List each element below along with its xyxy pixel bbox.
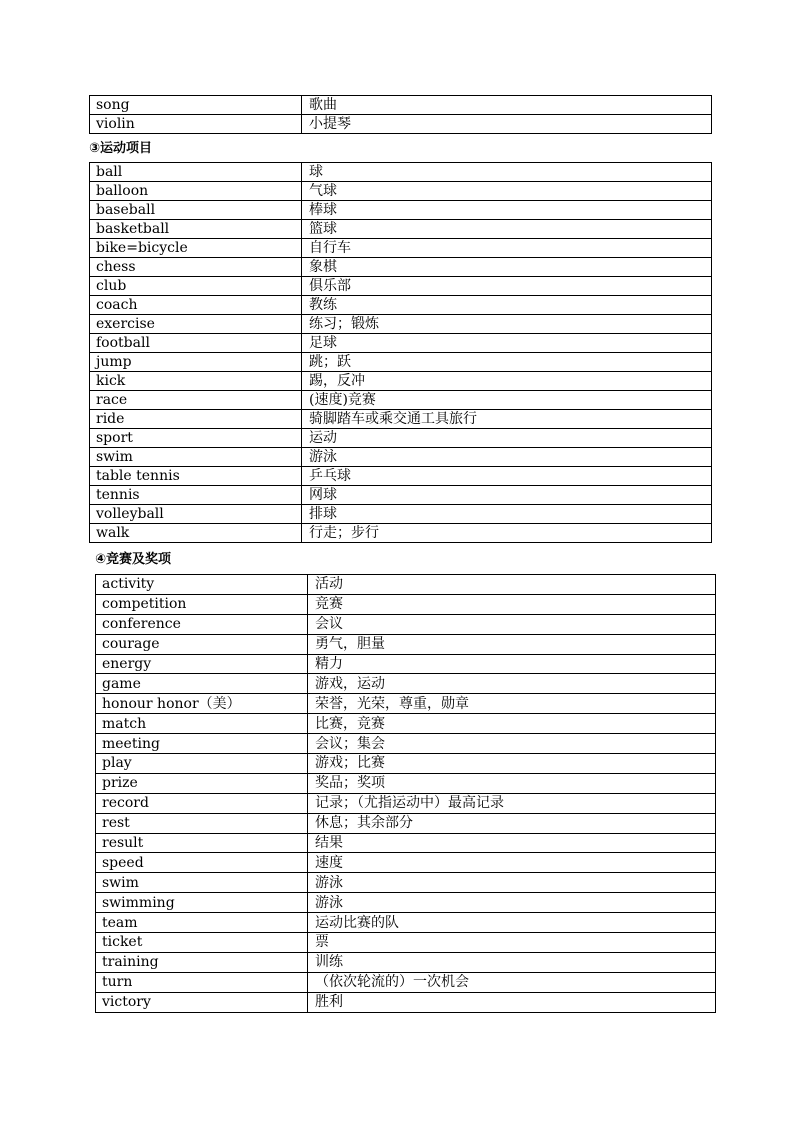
table-row <box>90 391 712 410</box>
table-row <box>96 714 716 734</box>
chinese-meaning: 俱乐部 <box>302 277 712 296</box>
table-row <box>96 773 716 793</box>
table-row <box>90 115 712 134</box>
english-word: coach <box>90 296 302 315</box>
english-word: exercise <box>90 315 302 334</box>
chinese-meaning: 速度 <box>308 853 716 873</box>
chinese-meaning: 足球 <box>302 334 712 353</box>
chinese-meaning: 会议 <box>308 614 716 634</box>
english-word: play <box>96 754 308 774</box>
english-word: sport <box>90 429 302 448</box>
chinese-meaning: 游戏，运动 <box>308 674 716 694</box>
chinese-meaning: 票 <box>308 933 716 953</box>
english-word: competition <box>96 594 308 614</box>
english-word: game <box>96 674 308 694</box>
chinese-meaning: 勇气，胆量 <box>308 634 716 654</box>
chinese-meaning: 象棋 <box>302 258 712 277</box>
table-row <box>96 614 716 634</box>
english-word: result <box>96 833 308 853</box>
english-word: club <box>90 277 302 296</box>
chinese-meaning: 球 <box>302 163 712 182</box>
table-row <box>90 467 712 486</box>
table-row <box>90 239 712 258</box>
english-word: ball <box>90 163 302 182</box>
table-row <box>96 674 716 694</box>
english-word: violin <box>90 115 302 134</box>
chinese-meaning: 会议；集会 <box>308 734 716 754</box>
table-row <box>90 486 712 505</box>
chinese-meaning: 奖品；奖项 <box>308 773 716 793</box>
chinese-meaning: 游戏；比赛 <box>308 754 716 774</box>
chinese-meaning: 运动 <box>302 429 712 448</box>
chinese-meaning: 练习；锻炼 <box>302 315 712 334</box>
english-word: swim <box>96 873 308 893</box>
table-row <box>96 594 716 614</box>
table-row <box>96 654 716 674</box>
table-row <box>96 873 716 893</box>
chinese-meaning: 游泳 <box>308 873 716 893</box>
chinese-meaning: 活动 <box>308 575 716 595</box>
table-row <box>90 410 712 429</box>
table-row <box>90 296 712 315</box>
table-row <box>90 315 712 334</box>
chinese-meaning: 记录；（尤指运动中）最高记录 <box>308 793 716 813</box>
chinese-meaning: 自行车 <box>302 239 712 258</box>
chinese-meaning: 训练 <box>308 952 716 972</box>
english-word: activity <box>96 575 308 595</box>
chinese-meaning: 踢，反冲 <box>302 372 712 391</box>
chinese-meaning: 教练 <box>302 296 712 315</box>
table-row <box>96 893 716 913</box>
english-word: speed <box>96 853 308 873</box>
chinese-meaning: 比赛，竞赛 <box>308 714 716 734</box>
english-word: song <box>90 96 302 115</box>
english-word: meeting <box>96 734 308 754</box>
chinese-meaning: 游泳 <box>308 893 716 913</box>
chinese-meaning: 运动比赛的队 <box>308 913 716 933</box>
table-row <box>96 992 716 1012</box>
english-word: swimming <box>96 893 308 913</box>
table-row <box>96 813 716 833</box>
chinese-meaning: 气球 <box>302 182 712 201</box>
table-row <box>90 277 712 296</box>
table-row <box>90 258 712 277</box>
english-word: chess <box>90 258 302 277</box>
english-word: swim <box>90 448 302 467</box>
chinese-meaning: 篮球 <box>302 220 712 239</box>
english-word: table tennis <box>90 467 302 486</box>
english-word: rest <box>96 813 308 833</box>
table-row <box>90 96 712 115</box>
english-word: walk <box>90 524 302 543</box>
english-word: bike=bicycle <box>90 239 302 258</box>
chinese-meaning: 结果 <box>308 833 716 853</box>
table-row <box>96 853 716 873</box>
chinese-meaning: （依次轮流的）一次机会 <box>308 972 716 992</box>
chinese-meaning: 荣誉，光荣，尊重，勋章 <box>308 694 716 714</box>
table-row <box>90 334 712 353</box>
table-row <box>96 754 716 774</box>
chinese-meaning: 棒球 <box>302 201 712 220</box>
table-row <box>90 182 712 201</box>
table-row <box>96 972 716 992</box>
vocab-table-sports <box>89 162 712 543</box>
english-word: baseball <box>90 201 302 220</box>
table-row <box>96 793 716 813</box>
table-row <box>90 163 712 182</box>
chinese-meaning: (速度)竞赛 <box>302 391 712 410</box>
english-word: volleyball <box>90 505 302 524</box>
table-row <box>90 448 712 467</box>
english-word: turn <box>96 972 308 992</box>
table-row <box>96 634 716 654</box>
english-word: record <box>96 793 308 813</box>
chinese-meaning: 精力 <box>308 654 716 674</box>
english-word: kick <box>90 372 302 391</box>
chinese-meaning: 排球 <box>302 505 712 524</box>
chinese-meaning: 小提琴 <box>302 115 712 134</box>
english-word: race <box>90 391 302 410</box>
english-word: energy <box>96 654 308 674</box>
table-row <box>90 505 712 524</box>
section-heading-sports: ③运动项目 <box>89 141 153 156</box>
english-word: victory <box>96 992 308 1012</box>
english-word: conference <box>96 614 308 634</box>
english-word: ticket <box>96 933 308 953</box>
table-row <box>90 220 712 239</box>
chinese-meaning: 行走；步行 <box>302 524 712 543</box>
english-word: jump <box>90 353 302 372</box>
chinese-meaning: 乒乓球 <box>302 467 712 486</box>
table-row <box>96 913 716 933</box>
vocab-table-music <box>89 95 712 134</box>
chinese-meaning: 跳；跃 <box>302 353 712 372</box>
chinese-meaning: 骑脚踏车或乘交通工具旅行 <box>302 410 712 429</box>
table-row <box>96 952 716 972</box>
english-word: honour honor（美） <box>96 694 308 714</box>
chinese-meaning: 胜利 <box>308 992 716 1012</box>
english-word: balloon <box>90 182 302 201</box>
english-word: training <box>96 952 308 972</box>
table-row <box>90 524 712 543</box>
english-word: football <box>90 334 302 353</box>
section-heading-competition: ④竞赛及奖项 <box>95 552 172 567</box>
vocab-table-competition <box>95 574 716 1013</box>
english-word: match <box>96 714 308 734</box>
chinese-meaning: 网球 <box>302 486 712 505</box>
english-word: tennis <box>90 486 302 505</box>
table-row <box>96 734 716 754</box>
table-row <box>90 372 712 391</box>
table-row <box>96 833 716 853</box>
table-row <box>96 694 716 714</box>
table-row <box>96 933 716 953</box>
english-word: prize <box>96 773 308 793</box>
chinese-meaning: 游泳 <box>302 448 712 467</box>
chinese-meaning: 休息；其余部分 <box>308 813 716 833</box>
chinese-meaning: 歌曲 <box>302 96 712 115</box>
chinese-meaning: 竞赛 <box>308 594 716 614</box>
english-word: ride <box>90 410 302 429</box>
english-word: team <box>96 913 308 933</box>
table-row <box>96 575 716 595</box>
table-row <box>90 201 712 220</box>
english-word: courage <box>96 634 308 654</box>
table-row <box>90 353 712 372</box>
english-word: basketball <box>90 220 302 239</box>
table-row <box>90 429 712 448</box>
